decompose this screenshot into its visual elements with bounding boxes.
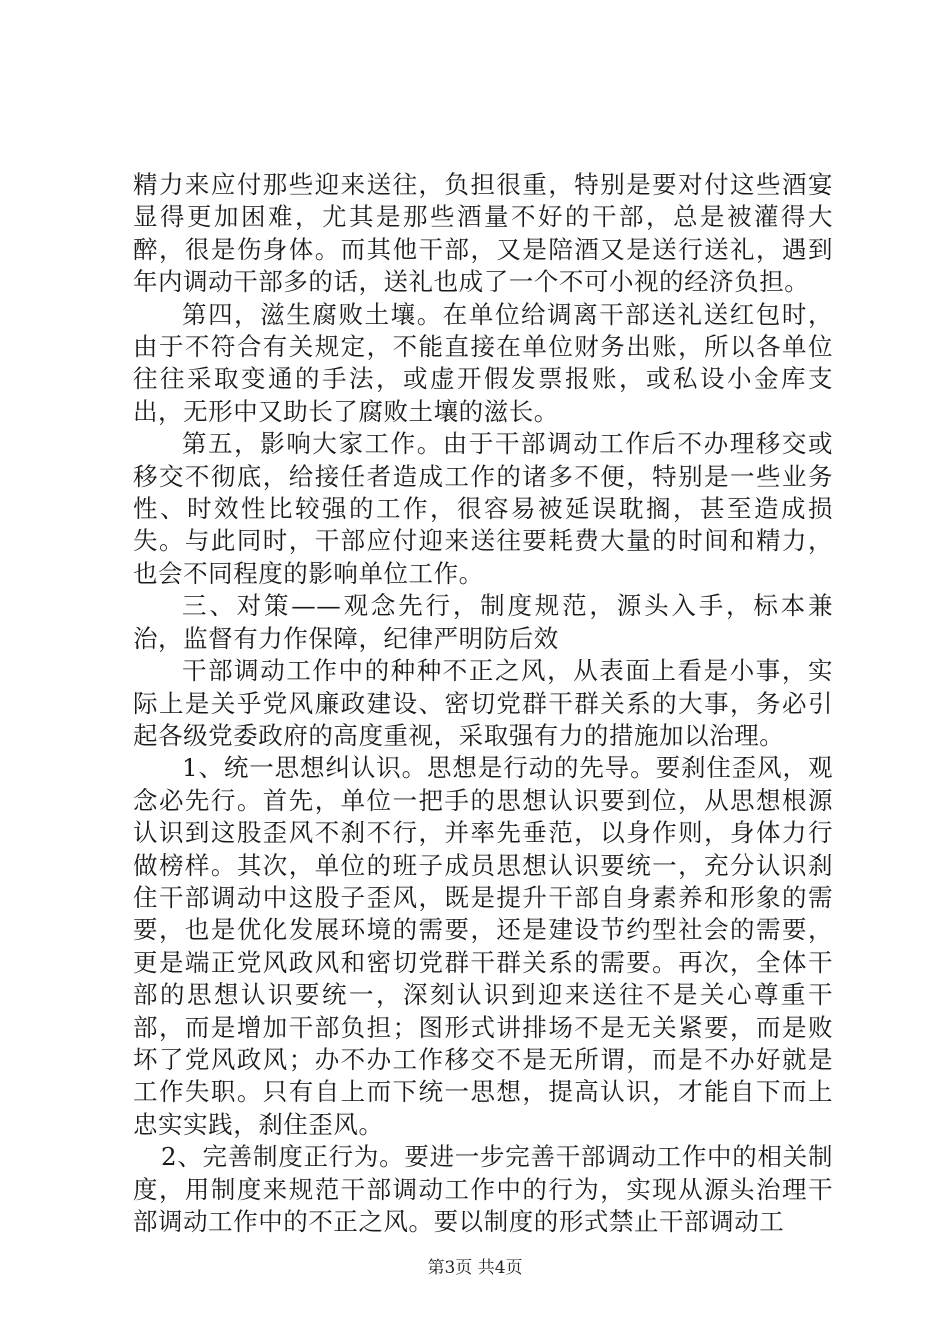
paragraph-5: 1、统一思想纠认识。思想是行动的先导。要刹住歪风，观念必先行。首先，单位一把手的思想认识要到位，从思想根源认识到这股歪风不刹不行，并率先垂范，以身作则，身体力行做榜样。其次，单位的班子成员思想认识要统一，充分认识刹住干部调动中这股子歪风，既是提升干部自身素养和形象的需要，也是优化发展环境的需要，还是建设节约型社会的需要，更是端正党风政风和密切党群干群关系的需要。再次，全体干部的思想认识要统一，深刻认识到迎来送往不是关心尊重干部，而是增加干部负担；图形式讲排场不是无关紧要，而是败坏了党风政风；办不办工作移交不是无所谓，而是不办好就是工作失职。只有自上而下统一思想，提高认识，才能自下而上忠实实践，刹住歪风。 [133, 753, 833, 1139]
page-footer: 第3页 共4页 [427, 1258, 523, 1278]
paragraph-6: 2、完善制度正行为。要进一步完善干部调动工作中的相关制度，用制度来规范干部调动工作中的行为，实现从源头治理干部调动工作中的不正之风。要以制度的形式禁止干部调动工 [133, 1142, 833, 1236]
paragraph-4: 干部调动工作中的种种不正之风，从表面上看是小事，实际上是关乎党风廉政建设、密切党群干群关系的大事，务必引起各级党委政府的高度重视，采取强有力的措施加以治理。 [133, 656, 833, 750]
paragraph-3: 第五，影响大家工作。由于干部调动工作后不办理移交或移交不彻底，给接任者造成工作的诸多不便，特别是一些业务性、时效性比较强的工作，很容易被延误耽搁，甚至造成损失。与此同时，干部应付迎来送往要耗费大量的时间和精力，也会不同程度的影响单位工作。 [133, 429, 833, 588]
document-body [133, 169, 833, 1238]
section-heading-3: 三、对策——观念先行，制度规范，源头入手，标本兼治，监督有力作保障，纪律严明防后效 [133, 591, 833, 653]
paragraph-1: 精力来应付那些迎来送往，负担很重，特别是要对付这些酒宴显得更加困难，尤其是那些酒量不好的干部，总是被灌得大醉，很是伤身体。而其他干部，又是陪酒又是送行送礼，遇到年内调动干部多的话，送礼也成了一个不可小视的经济负担。 [133, 170, 833, 297]
paragraph-2: 第四，滋生腐败土壤。在单位给调离干部送礼送红包时，由于不符合有关规定，不能直接在单位财务出账，所以各单位往往采取变通的手法，或虚开假发票报账，或私设小金库支出，无形中又助长了腐败土壤的滋长。 [133, 299, 833, 426]
